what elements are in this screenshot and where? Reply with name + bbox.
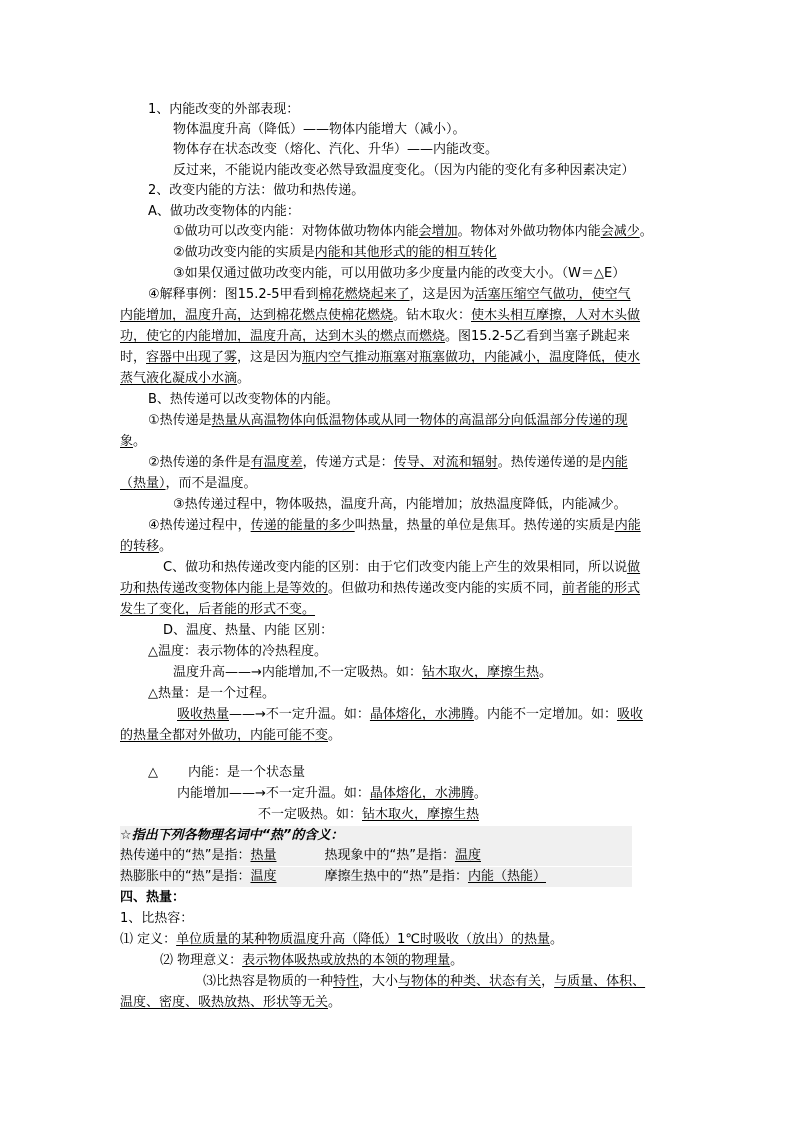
text-line: 1、比热容： <box>120 911 194 926</box>
text-line: ⑵ 物理意义：表示物体吸热或放热的本领的物理量。 <box>160 953 464 968</box>
text-line: 物体温度升高（降低）——物体内能增大（减小）。 <box>173 122 466 137</box>
text-line: 反过来，不能说内能改变必然导致温度变化。（因为内能的变化有多种因素决定） <box>173 163 635 178</box>
text-line: 1、内能改变的外部表现： <box>148 102 300 117</box>
text-line: △温度：表示物体的冷热程度。 <box>148 644 327 659</box>
text-line: ⑶比热容是物质的一种特性，大小与物体的种类、状态有关，与质量、体积、 <box>203 974 646 989</box>
text-line: 内能：是一个状态量 <box>188 765 306 780</box>
text-line: D、温度、热量、内能 区别： <box>163 623 334 638</box>
text-line: 热膨胀中的“热”是指：温度 摩擦生热中的“热”是指：内能（热能） <box>120 867 632 887</box>
text-line: 功和热传递改变物体内能上是等效的。但做功和热传递改变内能的实质不同，前者能的形式 <box>120 581 641 596</box>
text-line: B、热传递可以改变物体的内能。 <box>148 392 339 407</box>
text-line: 内能增加，温度升高，达到棉花燃点使棉花燃烧。钻木取火：使木头相互摩擦，人对木头做 <box>120 308 641 323</box>
text-line: ③如果仅通过做功改变内能，可以用做功多少度量内能的改变大小。（W＝△E） <box>173 266 626 281</box>
text-line: 的转移。 <box>120 539 173 554</box>
text-line: 热传递中的“热”是指：热量 热现象中的“热”是指：温度 <box>120 846 632 866</box>
triangle-marker: △ <box>148 765 158 780</box>
text-line: ⑴ 定义：单位质量的某种物质温度升高（降低）1℃时吸收（放出）的热量。 <box>120 932 564 947</box>
text-line: ③热传递过程中，物体吸热，温度升高，内能增加；放热温度降低，内能减少。 <box>173 497 627 512</box>
text-line: ④解释事例：图15.2-5甲看到棉花燃烧起来了，这是因为活塞压缩空气做功，使空气 <box>148 287 631 302</box>
section-heading: ☆指出下列各物理名词中“热”的含义： <box>120 826 632 846</box>
text-line: 内能增加——→不一定升温。如：晶体熔化，水沸腾。 <box>177 786 487 801</box>
text-line: ①做功可以改变内能：对物体做功物体内能会增加。物体对外做功物体内能会减少。 <box>173 224 653 239</box>
text-line: ②做功改变内能的实质是内能和其他形式的能的相互转化 <box>173 245 497 260</box>
text-line: 象。 <box>120 434 147 449</box>
text-line: 功，使它的内能增加，温度升高，达到木头的燃点而燃烧。图15.2-5乙看到当塞子跳起来 <box>120 329 630 344</box>
text-line: ④热传递过程中，传递的能量的多少叫热量，热量的单位是焦耳。热传递的实质是内能 <box>148 518 641 533</box>
text-line: 吸收热量——→不一定升温。如：晶体熔化，水沸腾。内能不一定增加。如：吸收 <box>177 707 643 722</box>
text-line: △热量：是一个过程。 <box>148 686 275 701</box>
text-line: 不一定吸热。如：钻木取火，摩擦生热 <box>258 807 480 822</box>
text-line: 温度、密度、吸热放热、形状等无关。 <box>120 995 342 1010</box>
text-line: 2、改变内能的方法：做功和热传递。 <box>148 183 365 198</box>
text-line: 发生了变化，后者能的形式不变。 <box>120 602 316 617</box>
section-heading: 四、热量： <box>120 890 186 905</box>
text-line: （热量），而不是温度。 <box>120 476 257 491</box>
text-line: ②热传递的条件是有温度差，传递方式是：传导、对流和辐射。热传递传递的是内能 <box>148 455 628 470</box>
text-line: ①热传递是热量从高温物体向低温物体或从同一物体的高温部分向低温部分传递的现 <box>148 413 628 428</box>
text-line: 的热量全都对外做功，内能可能不变。 <box>120 728 342 743</box>
text-line: A、做功改变物体的内能： <box>148 204 300 219</box>
text-line: 时，容器中出现了雾，这是因为瓶内空气推动瓶塞对瓶塞做功，内能减小，温度降低，使水 <box>120 350 641 365</box>
text-line: 物体存在状态改变（熔化、汽化、升华）——内能改变。 <box>173 142 499 157</box>
text-line: 蒸气液化凝成小水滴。 <box>120 371 251 386</box>
text-line: C、做功和热传递改变内能的区别：由于它们改变内能上产生的效果相同，所以说做 <box>163 560 641 575</box>
text-line: 温度升高——→内能增加,不一定吸热。如：钻木取火，摩擦生热。 <box>173 665 553 680</box>
